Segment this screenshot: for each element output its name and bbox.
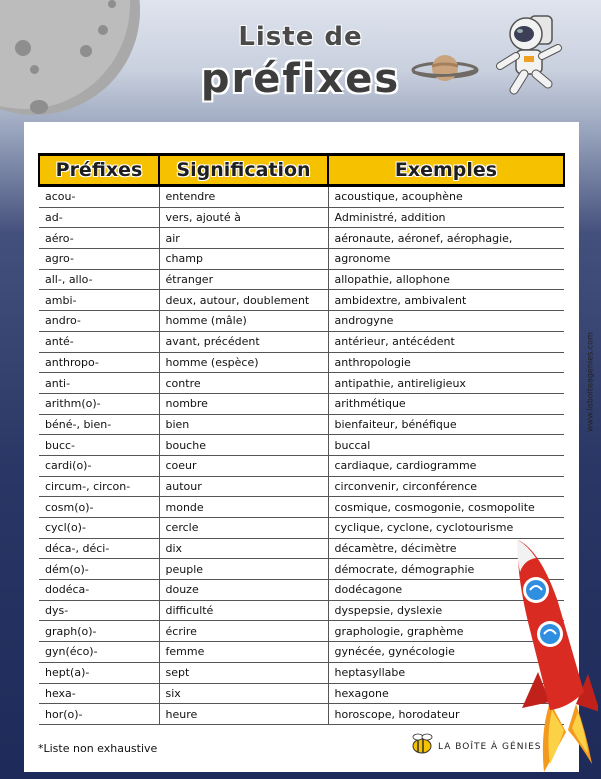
table-row: [39, 704, 564, 725]
table-row: [39, 311, 564, 332]
planet-illustration: [410, 50, 480, 90]
examples-cell: ambidextre, ambivalent: [328, 290, 564, 311]
table-row: [39, 207, 564, 228]
prefix-table: [38, 153, 565, 725]
meaning-cell: douze: [159, 580, 328, 601]
prefix-cell: agro-: [39, 249, 159, 270]
prefix-cell: déca-, déci-: [39, 538, 159, 559]
title-line-2: préfixes: [200, 56, 401, 102]
table-row: [39, 621, 564, 642]
meaning-cell: cercle: [159, 518, 328, 539]
examples-cell: acoustique, acouphène: [328, 186, 564, 208]
prefix-cell: dém(o)-: [39, 559, 159, 580]
meaning-cell: champ: [159, 249, 328, 270]
table-header-row: [39, 155, 564, 186]
prefix-cell: anthropo-: [39, 352, 159, 373]
meaning-cell: étranger: [159, 269, 328, 290]
table-row: [39, 559, 564, 580]
column-header-meaning: Signification: [159, 155, 328, 186]
meaning-cell: bouche: [159, 435, 328, 456]
meaning-cell: peuple: [159, 559, 328, 580]
examples-cell: dodécagone: [328, 580, 564, 601]
meaning-cell: contre: [159, 373, 328, 394]
examples-cell: antérieur, antécédent: [328, 331, 564, 352]
meaning-cell: coeur: [159, 455, 328, 476]
examples-cell: antipathie, antireligieux: [328, 373, 564, 394]
examples-cell: heptasyllabe: [328, 662, 564, 683]
examples-cell: cardiaque, cardiogramme: [328, 455, 564, 476]
table-row: [39, 331, 564, 352]
prefix-cell: cycl(o)-: [39, 518, 159, 539]
table-row: [39, 538, 564, 559]
table-row: [39, 600, 564, 621]
meaning-cell: difficulté: [159, 600, 328, 621]
examples-cell: circonvenir, circonférence: [328, 476, 564, 497]
table-row: [39, 580, 564, 601]
table-row: [39, 373, 564, 394]
table-row: [39, 662, 564, 683]
prefix-cell: aéro-: [39, 228, 159, 249]
examples-cell: gynécée, gynécologie: [328, 642, 564, 663]
table-row: [39, 290, 564, 311]
meaning-cell: dix: [159, 538, 328, 559]
table-row: [39, 352, 564, 373]
rocket-illustration: [488, 532, 598, 777]
table-row: [39, 476, 564, 497]
examples-cell: aéronaute, aéronef, aérophagie,: [328, 228, 564, 249]
meaning-cell: écrire: [159, 621, 328, 642]
table-row: [39, 435, 564, 456]
column-header-examples: Exemples: [328, 155, 564, 186]
prefix-cell: cardi(o)-: [39, 455, 159, 476]
examples-cell: horoscope, horodateur: [328, 704, 564, 725]
table-row: [39, 269, 564, 290]
meaning-cell: monde: [159, 497, 328, 518]
table-row: [39, 249, 564, 270]
examples-cell: décamètre, décimètre: [328, 538, 564, 559]
prefix-cell: gyn(éco)-: [39, 642, 159, 663]
prefix-cell: hept(a)-: [39, 662, 159, 683]
prefix-cell: acou-: [39, 186, 159, 208]
meaning-cell: avant, précédent: [159, 331, 328, 352]
website-url: [579, 322, 601, 442]
meaning-cell: autour: [159, 476, 328, 497]
examples-cell: cyclique, cyclone, cyclotourisme: [328, 518, 564, 539]
prefix-cell: anté-: [39, 331, 159, 352]
examples-cell: androgyne: [328, 311, 564, 332]
meaning-cell: entendre: [159, 186, 328, 208]
bee-logo-icon: [408, 732, 436, 756]
prefix-cell: cosm(o)-: [39, 497, 159, 518]
brand-logo-text: LA BOÎTE À GÉNIES: [438, 742, 542, 752]
column-header-prefixes: Préfixes: [39, 155, 159, 186]
prefix-cell: hor(o)-: [39, 704, 159, 725]
prefix-cell: ad-: [39, 207, 159, 228]
meaning-cell: six: [159, 683, 328, 704]
table-row: [39, 393, 564, 414]
table-row: [39, 455, 564, 476]
examples-cell: arithmétique: [328, 393, 564, 414]
prefix-cell: béné-, bien-: [39, 414, 159, 435]
examples-cell: bienfaiteur, bénéfique: [328, 414, 564, 435]
website-url-text: www.laboiteagenies.com: [585, 332, 595, 432]
meaning-cell: nombre: [159, 393, 328, 414]
prefix-cell: ambi-: [39, 290, 159, 311]
examples-cell: hexagone: [328, 683, 564, 704]
moon-crater: [108, 0, 116, 8]
meaning-cell: bien: [159, 414, 328, 435]
table-row: [39, 228, 564, 249]
footnote: *Liste non exhaustive: [38, 742, 158, 755]
table-row: [39, 642, 564, 663]
table-row: [39, 414, 564, 435]
prefix-cell: anti-: [39, 373, 159, 394]
table-row: [39, 518, 564, 539]
table-row: [39, 497, 564, 518]
title-line-1: Liste de: [238, 22, 363, 52]
meaning-cell: sept: [159, 662, 328, 683]
examples-cell: agronome: [328, 249, 564, 270]
prefix-cell: arithm(o)-: [39, 393, 159, 414]
prefix-cell: circum-, circon-: [39, 476, 159, 497]
meaning-cell: femme: [159, 642, 328, 663]
examples-cell: démocrate, démographie: [328, 559, 564, 580]
prefix-cell: dys-: [39, 600, 159, 621]
meaning-cell: homme (mâle): [159, 311, 328, 332]
prefix-cell: graph(o)-: [39, 621, 159, 642]
prefix-cell: dodéca-: [39, 580, 159, 601]
table-row: [39, 186, 564, 208]
examples-cell: cosmique, cosmogonie, cosmopolite: [328, 497, 564, 518]
examples-cell: dyspepsie, dyslexie: [328, 600, 564, 621]
prefix-cell: andro-: [39, 311, 159, 332]
meaning-cell: homme (espèce): [159, 352, 328, 373]
prefix-cell: all-, allo-: [39, 269, 159, 290]
meaning-cell: heure: [159, 704, 328, 725]
moon-crater: [30, 100, 48, 114]
examples-cell: Administré, addition: [328, 207, 564, 228]
meaning-cell: vers, ajouté à: [159, 207, 328, 228]
astronaut-illustration: [488, 8, 568, 103]
examples-cell: anthropologie: [328, 352, 564, 373]
meaning-cell: deux, autour, doublement: [159, 290, 328, 311]
meaning-cell: air: [159, 228, 328, 249]
examples-cell: buccal: [328, 435, 564, 456]
prefix-cell: bucc-: [39, 435, 159, 456]
examples-cell: graphologie, graphème: [328, 621, 564, 642]
examples-cell: allopathie, allophone: [328, 269, 564, 290]
prefix-cell: hexa-: [39, 683, 159, 704]
table-row: [39, 683, 564, 704]
